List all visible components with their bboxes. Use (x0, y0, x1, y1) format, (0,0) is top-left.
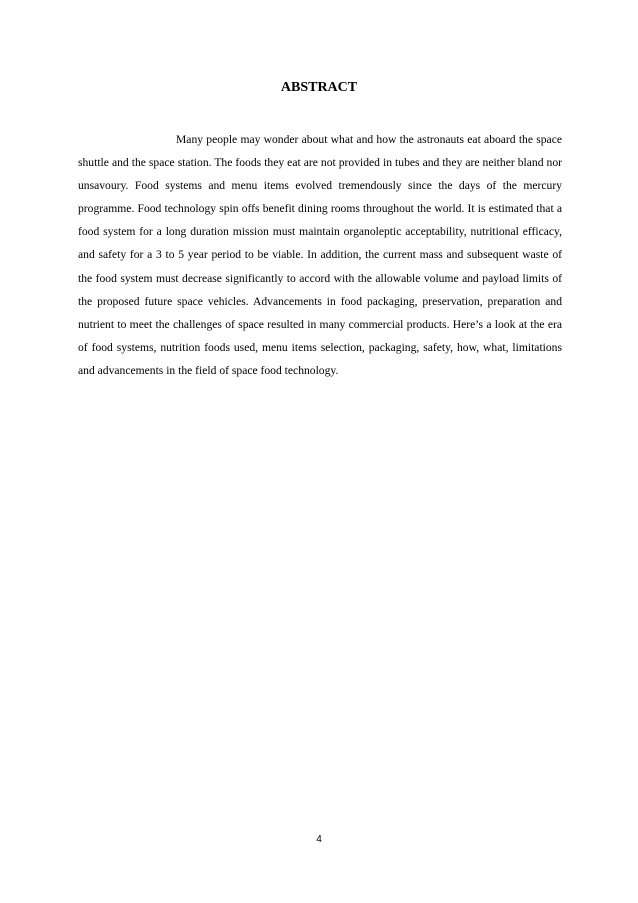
page-title: ABSTRACT (280, 80, 358, 95)
abstract-paragraph: Many people may wonder about what and how the astronauts eat aboard the space shuttle and the space station. The foods they eat are not provided in tubes and they are neither bland nor unsavoury. Food systems and menu items evolved tremendously since the days of the mercury programme. Food technology spin offs benefit dining rooms throughout the world. It is estimated that a food system for a long duration mission must maintain organoleptic acceptability, nutritional efficacy, and safety for a 3 to 5 year period to be viable. In addition, the current mass and subsequent waste of the food system must decrease significantly to accord with the allowable volume and payload limits of the proposed future space vehicles. Advancements in food packaging, preservation, preparation and nutrient to meet the challenges of space resulted in many commercial products. Here’s a look at the era of food systems, nutrition foods used, menu items selection, packaging, safety, how, what, limitations and advancements in the field of space food technology. (78, 133, 562, 377)
page-number: 4 (316, 834, 322, 845)
